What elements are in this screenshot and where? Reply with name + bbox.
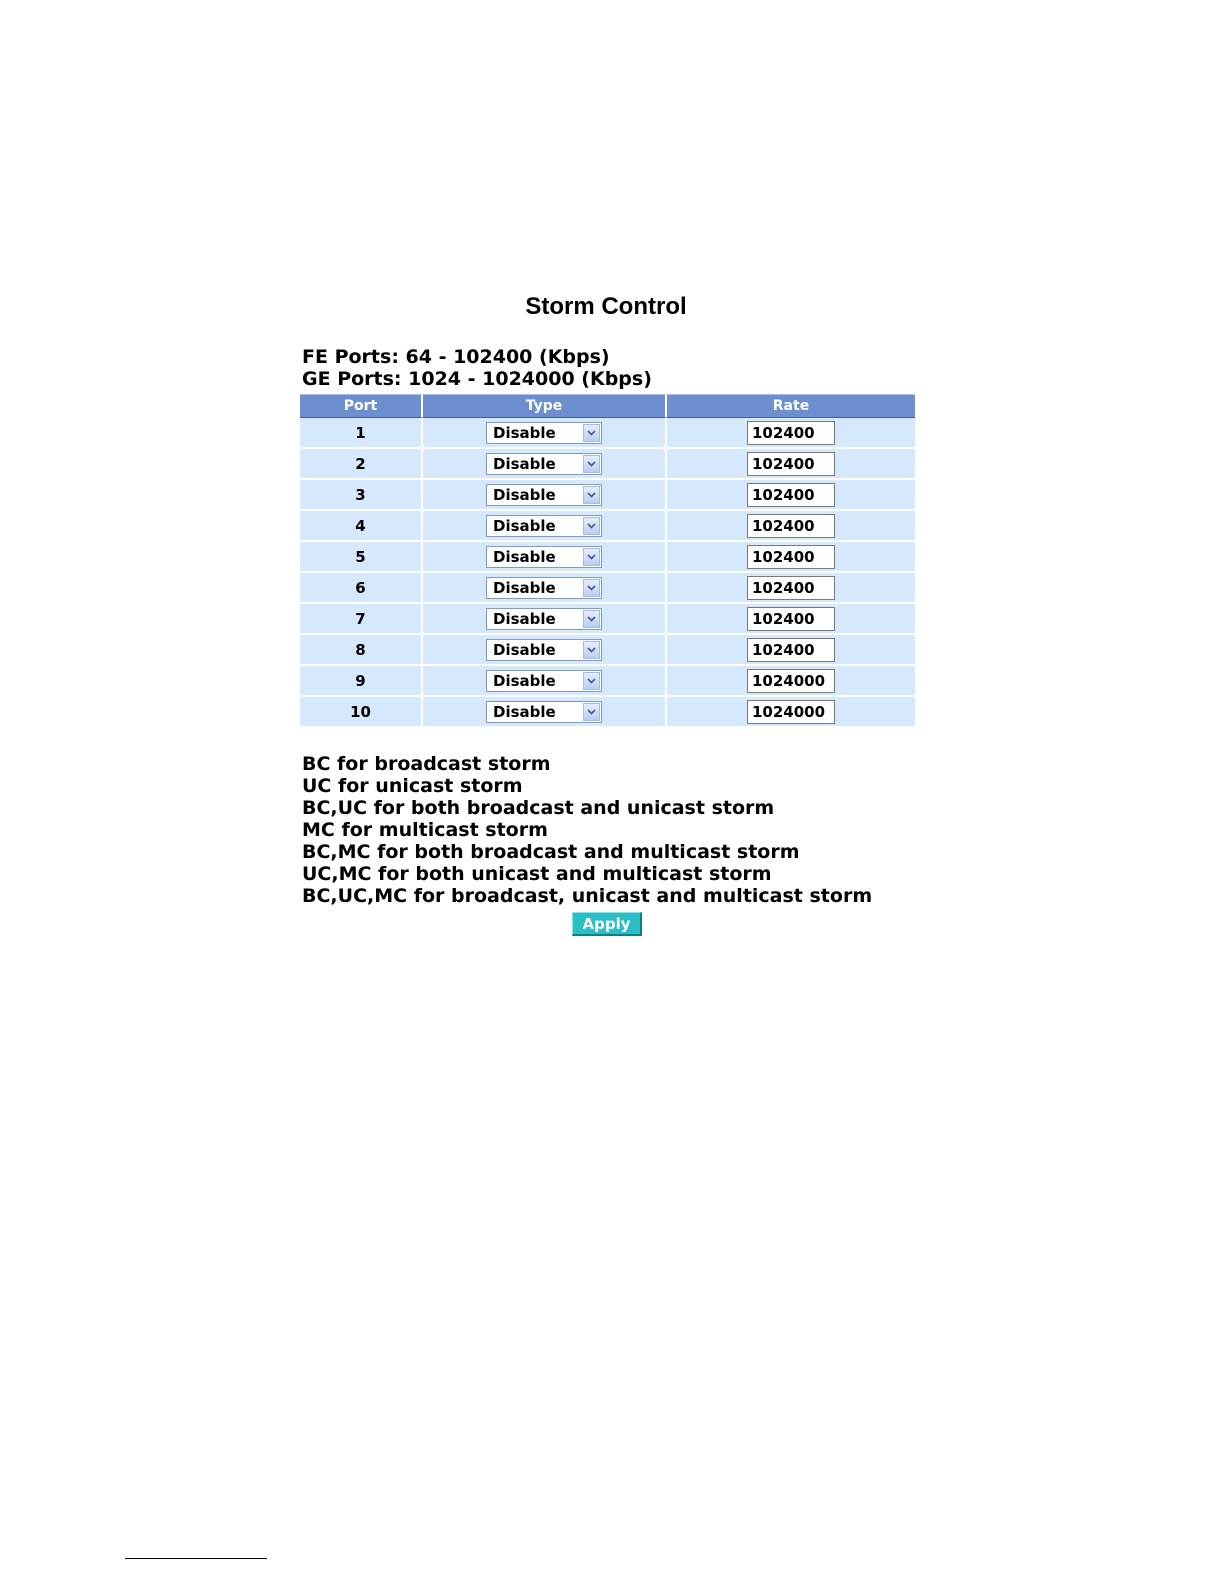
ge-ports-range: GE Ports: 1024 - 1024000 (Kbps) <box>302 368 652 390</box>
legend-item: BC,UC,MC for broadcast, unicast and multicast storm <box>302 885 873 907</box>
type-select[interactable] <box>486 546 602 568</box>
port-number <box>300 449 423 480</box>
type-cell <box>423 635 667 666</box>
dropdown-button[interactable] <box>583 610 600 628</box>
legend-item: BC,MC for both broadcast and multicast storm <box>302 841 800 863</box>
table-row <box>300 449 915 480</box>
type-select-value: Disable <box>493 671 556 690</box>
type-cell <box>423 697 667 726</box>
dropdown-button[interactable] <box>583 579 600 597</box>
chevron-down-icon <box>587 647 596 653</box>
type-cell <box>423 449 667 480</box>
rate-cell <box>667 480 915 511</box>
type-cell <box>423 418 667 449</box>
table-row <box>300 635 915 666</box>
table-row <box>300 573 915 604</box>
type-cell <box>423 666 667 697</box>
rate-cell <box>667 449 915 480</box>
dropdown-button[interactable] <box>583 424 600 442</box>
rate-cell <box>667 604 915 635</box>
rate-input[interactable] <box>747 700 835 724</box>
type-select[interactable] <box>486 484 602 506</box>
dropdown-button[interactable] <box>583 703 600 721</box>
type-select-value: Disable <box>493 640 556 659</box>
port-number-text: 4 <box>355 516 366 535</box>
rate-cell <box>667 666 915 697</box>
port-number-text: 10 <box>350 702 371 721</box>
rate-input[interactable] <box>747 421 835 445</box>
table-row <box>300 604 915 635</box>
rate-input[interactable] <box>747 452 835 476</box>
chevron-down-icon <box>587 709 596 715</box>
column-header-port: Port <box>300 394 423 418</box>
type-cell <box>423 604 667 635</box>
type-select[interactable] <box>486 422 602 444</box>
chevron-down-icon <box>587 678 596 684</box>
type-select-value: Disable <box>493 702 556 721</box>
legend-item: MC for multicast storm <box>302 819 548 841</box>
table-header-row <box>300 394 915 418</box>
type-select[interactable] <box>486 608 602 630</box>
chevron-down-icon <box>587 492 596 498</box>
page-title: Storm Control <box>525 293 687 320</box>
apply-button[interactable]: Apply <box>572 912 642 936</box>
type-select-value: Disable <box>493 578 556 597</box>
dropdown-button[interactable] <box>583 548 600 566</box>
table-body <box>300 418 915 726</box>
dropdown-button[interactable] <box>583 672 600 690</box>
type-select[interactable] <box>486 670 602 692</box>
rate-input[interactable] <box>747 545 835 569</box>
storm-control-table <box>300 394 915 726</box>
column-header-type: Type <box>423 394 667 418</box>
legend-item: BC,UC for both broadcast and unicast storm <box>302 797 775 819</box>
chevron-down-icon <box>587 585 596 591</box>
type-cell <box>423 480 667 511</box>
port-number-text: 7 <box>355 609 366 628</box>
port-number-text: 6 <box>355 578 366 597</box>
port-number <box>300 666 423 697</box>
footnote-divider <box>125 1558 267 1559</box>
port-number <box>300 511 423 542</box>
table-row <box>300 697 915 726</box>
port-number <box>300 418 423 449</box>
dropdown-button[interactable] <box>583 455 600 473</box>
port-number-text: 5 <box>355 547 366 566</box>
port-number <box>300 542 423 573</box>
rate-cell <box>667 573 915 604</box>
port-number-text: 8 <box>355 640 366 659</box>
port-number <box>300 635 423 666</box>
table-row <box>300 666 915 697</box>
rate-input[interactable] <box>747 576 835 600</box>
type-select[interactable] <box>486 515 602 537</box>
legend-item: UC,MC for both unicast and multicast storm <box>302 863 772 885</box>
type-select-value: Disable <box>493 454 556 473</box>
rate-cell <box>667 511 915 542</box>
type-select-value: Disable <box>493 423 556 442</box>
table-row <box>300 480 915 511</box>
rate-cell <box>667 697 915 726</box>
port-number <box>300 604 423 635</box>
legend-item: BC for broadcast storm <box>302 753 551 775</box>
port-number <box>300 573 423 604</box>
port-number-text: 9 <box>355 671 366 690</box>
port-number-text: 2 <box>355 454 366 473</box>
rate-input[interactable] <box>747 514 835 538</box>
port-number <box>300 480 423 511</box>
chevron-down-icon <box>587 554 596 560</box>
table-row <box>300 418 915 449</box>
type-select[interactable] <box>486 639 602 661</box>
rate-cell <box>667 418 915 449</box>
storm-type-legend <box>302 753 872 907</box>
rate-input[interactable] <box>747 607 835 631</box>
type-select-value: Disable <box>493 547 556 566</box>
type-cell <box>423 542 667 573</box>
table-row <box>300 542 915 573</box>
chevron-down-icon <box>587 523 596 529</box>
column-header-rate: Rate <box>667 394 915 418</box>
table-row <box>300 511 915 542</box>
rate-cell <box>667 635 915 666</box>
rate-input[interactable] <box>747 669 835 693</box>
rate-input[interactable] <box>747 483 835 507</box>
legend-item: UC for unicast storm <box>302 775 523 797</box>
type-cell <box>423 573 667 604</box>
type-select-value: Disable <box>493 609 556 628</box>
dropdown-button[interactable] <box>583 486 600 504</box>
chevron-down-icon <box>587 616 596 622</box>
type-select-value: Disable <box>493 516 556 535</box>
rate-cell <box>667 542 915 573</box>
type-select[interactable] <box>486 701 602 723</box>
type-select[interactable] <box>486 453 602 475</box>
type-select[interactable] <box>486 577 602 599</box>
dropdown-button[interactable] <box>583 517 600 535</box>
rate-input[interactable] <box>747 638 835 662</box>
fe-ports-range: FE Ports: 64 - 102400 (Kbps) <box>302 346 610 368</box>
chevron-down-icon <box>587 461 596 467</box>
port-number <box>300 697 423 726</box>
port-number-text: 1 <box>355 423 366 442</box>
port-number-text: 3 <box>355 485 366 504</box>
type-cell <box>423 511 667 542</box>
dropdown-button[interactable] <box>583 641 600 659</box>
chevron-down-icon <box>587 430 596 436</box>
type-select-value: Disable <box>493 485 556 504</box>
